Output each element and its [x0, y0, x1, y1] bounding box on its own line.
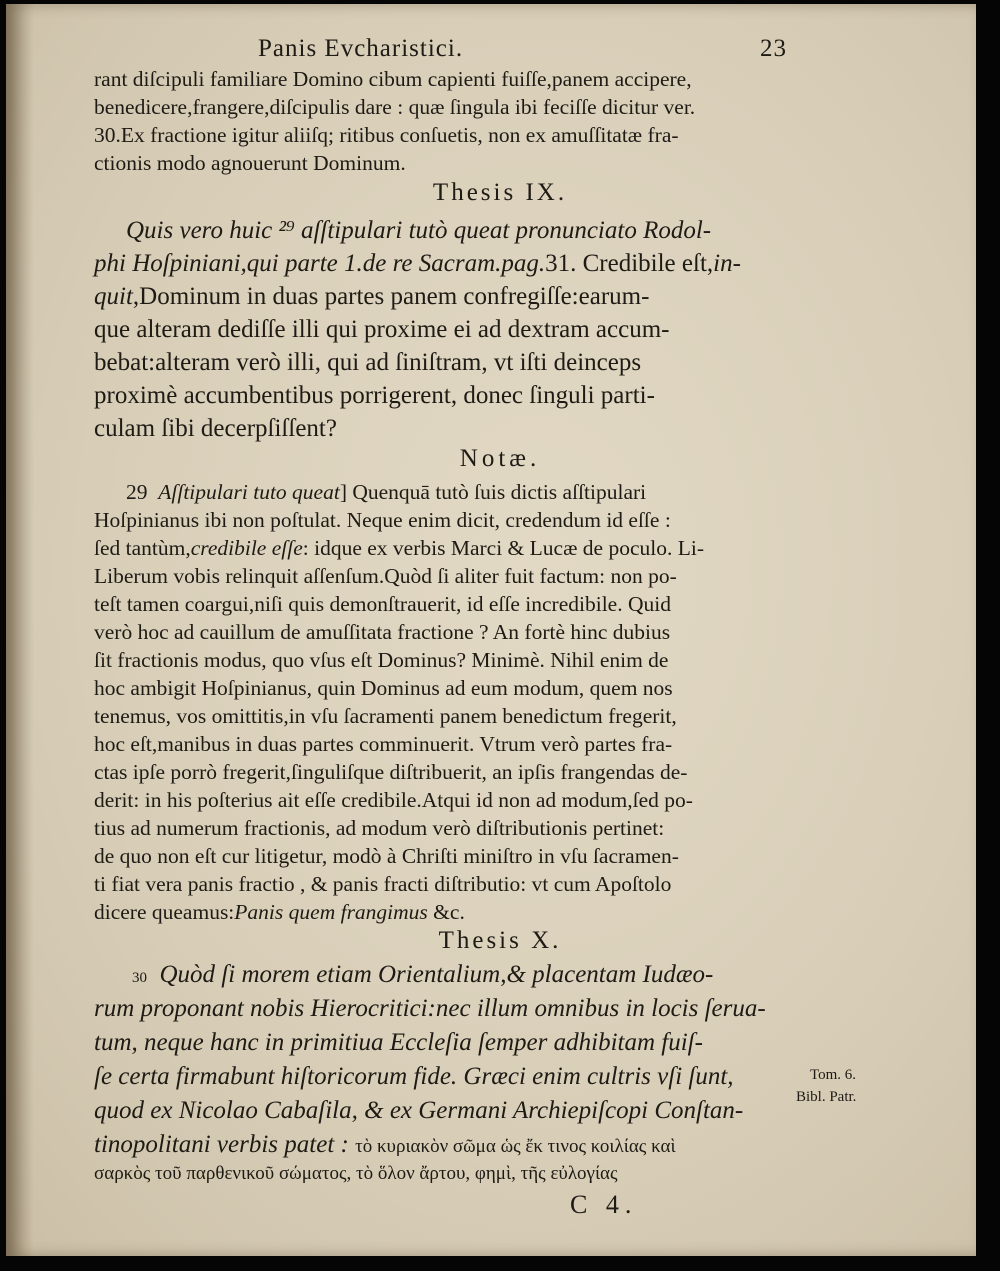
thesis-x-line-4: ſe certa firmabunt hiſtoricorum fide. Græci enim cultris vſi ſunt, — [94, 1063, 734, 1090]
para1-line-4: ctionis modo agnouerunt Dominum. — [94, 151, 406, 175]
thesis-ix-line-5: bebat:alteram verò illi, qui ad ſiniſtram, vt iſti deinceps — [94, 349, 642, 376]
margin-note-line-1: Tom. 6. — [810, 1067, 857, 1083]
note-29-line-8: hoc ambigit Hoſpinianus, quin Dominus ad eum modum, quem nos — [94, 676, 673, 700]
note-29-number: 29 — [126, 480, 148, 504]
note-29-credibile-rest: : idque ex verbis Marci & Lucæ de poculo. Li- — [302, 536, 704, 560]
thesis-x-line-3: tum, neque hanc in primitiua Eccleſia ſemper adhibitam fuiſ- — [94, 1029, 703, 1056]
note-29-dicere: dicere queamus: — [94, 900, 235, 924]
thesis-ix-line-3-italic: quit — [94, 283, 133, 310]
note-29-line-15: ti fiat vera panis fractio , & panis fracti diſtributio: vt cum Apoſtolo — [94, 872, 672, 896]
para1-line-2: benedicere,frangere,diſcipulis dare : quæ ſingula ibi feciſſe dicitur ver. — [94, 95, 696, 119]
thesis-x-text-6: tinopolitani verbis patet : — [94, 1131, 349, 1158]
note-29-lemma: Aſſtipulari tuto queat — [158, 480, 340, 504]
thesis-x-note-number: 30 — [132, 970, 147, 986]
thesis-ix-line-2-roman: 31. Credibile eſt, — [545, 250, 714, 277]
thesis-x-greek-2: σαρκὸς τοῦ παρθενικοῦ σώματος, τὸ ὅλον ἄρτου, φημὶ, τῆς εὐλογίας — [94, 1163, 618, 1184]
thesis-x-line-2: rum proponant nobis Hierocritici:nec illum omnibus in locis ſerua- — [94, 995, 766, 1022]
note-29-line-4: Liberum vobis relinquit aſſenſum.Quòd ſi aliter fuit factum: non po- — [94, 564, 677, 588]
note-29-line-7: ſit fractionis modus, quo vſus eſt Dominus? Minimè. Nihil enim de — [94, 648, 669, 672]
note-29-text-1: ] Quenquā tutò ſuis dictis aſſtipulari — [339, 480, 647, 504]
note-29-line-16 — [94, 902, 465, 924]
margin-note-line-2: Bibl. Patr. — [796, 1089, 857, 1105]
thesis-ix-line-4: que alteram dediſſe illi qui proxime ei ad dextram accum- — [94, 316, 670, 343]
thesis-ix-line-2-italic: phi Hoſpiniani,qui parte 1.de re Sacram.pag. — [94, 250, 546, 277]
thesis-ix-line-2-end: in- — [713, 250, 741, 277]
note-29-line-1 — [126, 482, 646, 504]
page-number: 23 — [760, 35, 787, 62]
note-29-line-9: tenemus, vos omittitis,in vſu ſacramenti panem benedictum fregerit, — [94, 704, 677, 728]
note-29-etc: &c. — [433, 900, 465, 924]
thesis-ix-line-3-roman: ,Dominum in duas partes panem confregiſſe:earum- — [132, 283, 650, 310]
thesis-x-line-1 — [132, 962, 713, 987]
thesis-x-line-5: quod ex Nicolao Cabaſila, & ex Germani Archiepiſcopi Conſtan- — [94, 1097, 744, 1124]
para1-line-1: rant diſcipuli familiare Domino cibum capienti fuiſſe,panem accipere, — [94, 67, 692, 91]
note-29-line-5: teſt tamen coargui,niſi quis demonſtrauerit, id eſſe incredibile. Quid — [94, 592, 671, 616]
running-title: Panis Evcharistici. — [258, 35, 464, 62]
signature-mark: C 4. — [570, 1190, 638, 1219]
thesis-ix-line-1: Quis vero huic ²⁹ aſſtipulari tutò queat pronunciato Rodol- — [126, 217, 712, 244]
note-29-line-14: de quo non eſt cur litigetur, modò à Chriſti miniſtro in vſu ſacramen- — [94, 844, 679, 868]
note-29-line-12: derit: in his poſterius ait eſſe credibile.Atqui id non ad modum,ſed po- — [94, 788, 693, 812]
thesis-ix-line-3 — [94, 284, 649, 309]
thesis-x-title: Thesis X. — [438, 927, 562, 954]
note-29-sed-tantum: ſed tantùm, — [94, 536, 191, 560]
note-29-line-3 — [94, 538, 704, 560]
note-29-line-6: verò hoc ad cauillum de amuſſitata fractione ? An fortè hinc dubius — [94, 620, 671, 644]
thesis-x-greek-1: τὸ κυριακὸν σῶμα ὡς ἔκ τινος κοιλίας καὶ — [355, 1136, 676, 1157]
note-29-line-11: ctas ipſe porrò fregerit,ſinguliſque diſtribuerit, an ipſis frangendas de- — [94, 760, 688, 784]
note-29-citation: Panis quem frangimus — [234, 900, 428, 924]
note-29-line-10: hoc eſt,manibus in duas partes comminuerit. Vtrum verò partes fra- — [94, 732, 673, 756]
note-29-credibile: credibile eſſe — [190, 536, 303, 560]
thesis-ix-line-6: proximè accumbentibus porrigerent, donec ſinguli parti- — [94, 382, 655, 409]
thesis-ix-title: Thesis IX. — [432, 179, 568, 206]
thesis-x-text-1: Quòd ſi morem etiam Orientalium,& placentam Iudæo- — [159, 961, 714, 988]
note-29-line-2: Hoſpinianus ibi non poſtulat. Neque enim dicit, credendum id eſſe : — [94, 508, 671, 532]
thesis-ix-line-2 — [94, 251, 741, 276]
note-29-line-13: tius ad numerum fractionis, ad modum verò diſtributionis pertinet: — [94, 816, 665, 840]
notae-title: Notæ. — [459, 445, 541, 472]
thesis-x-line-6 — [94, 1132, 676, 1157]
para1-line-3: 30.Ex fractione igitur aliiſq; ritibus conſuetis, non ex amuſſitatæ fra- — [94, 123, 679, 147]
thesis-ix-line-7: culam ſibi decerpſiſſent? — [94, 415, 337, 442]
